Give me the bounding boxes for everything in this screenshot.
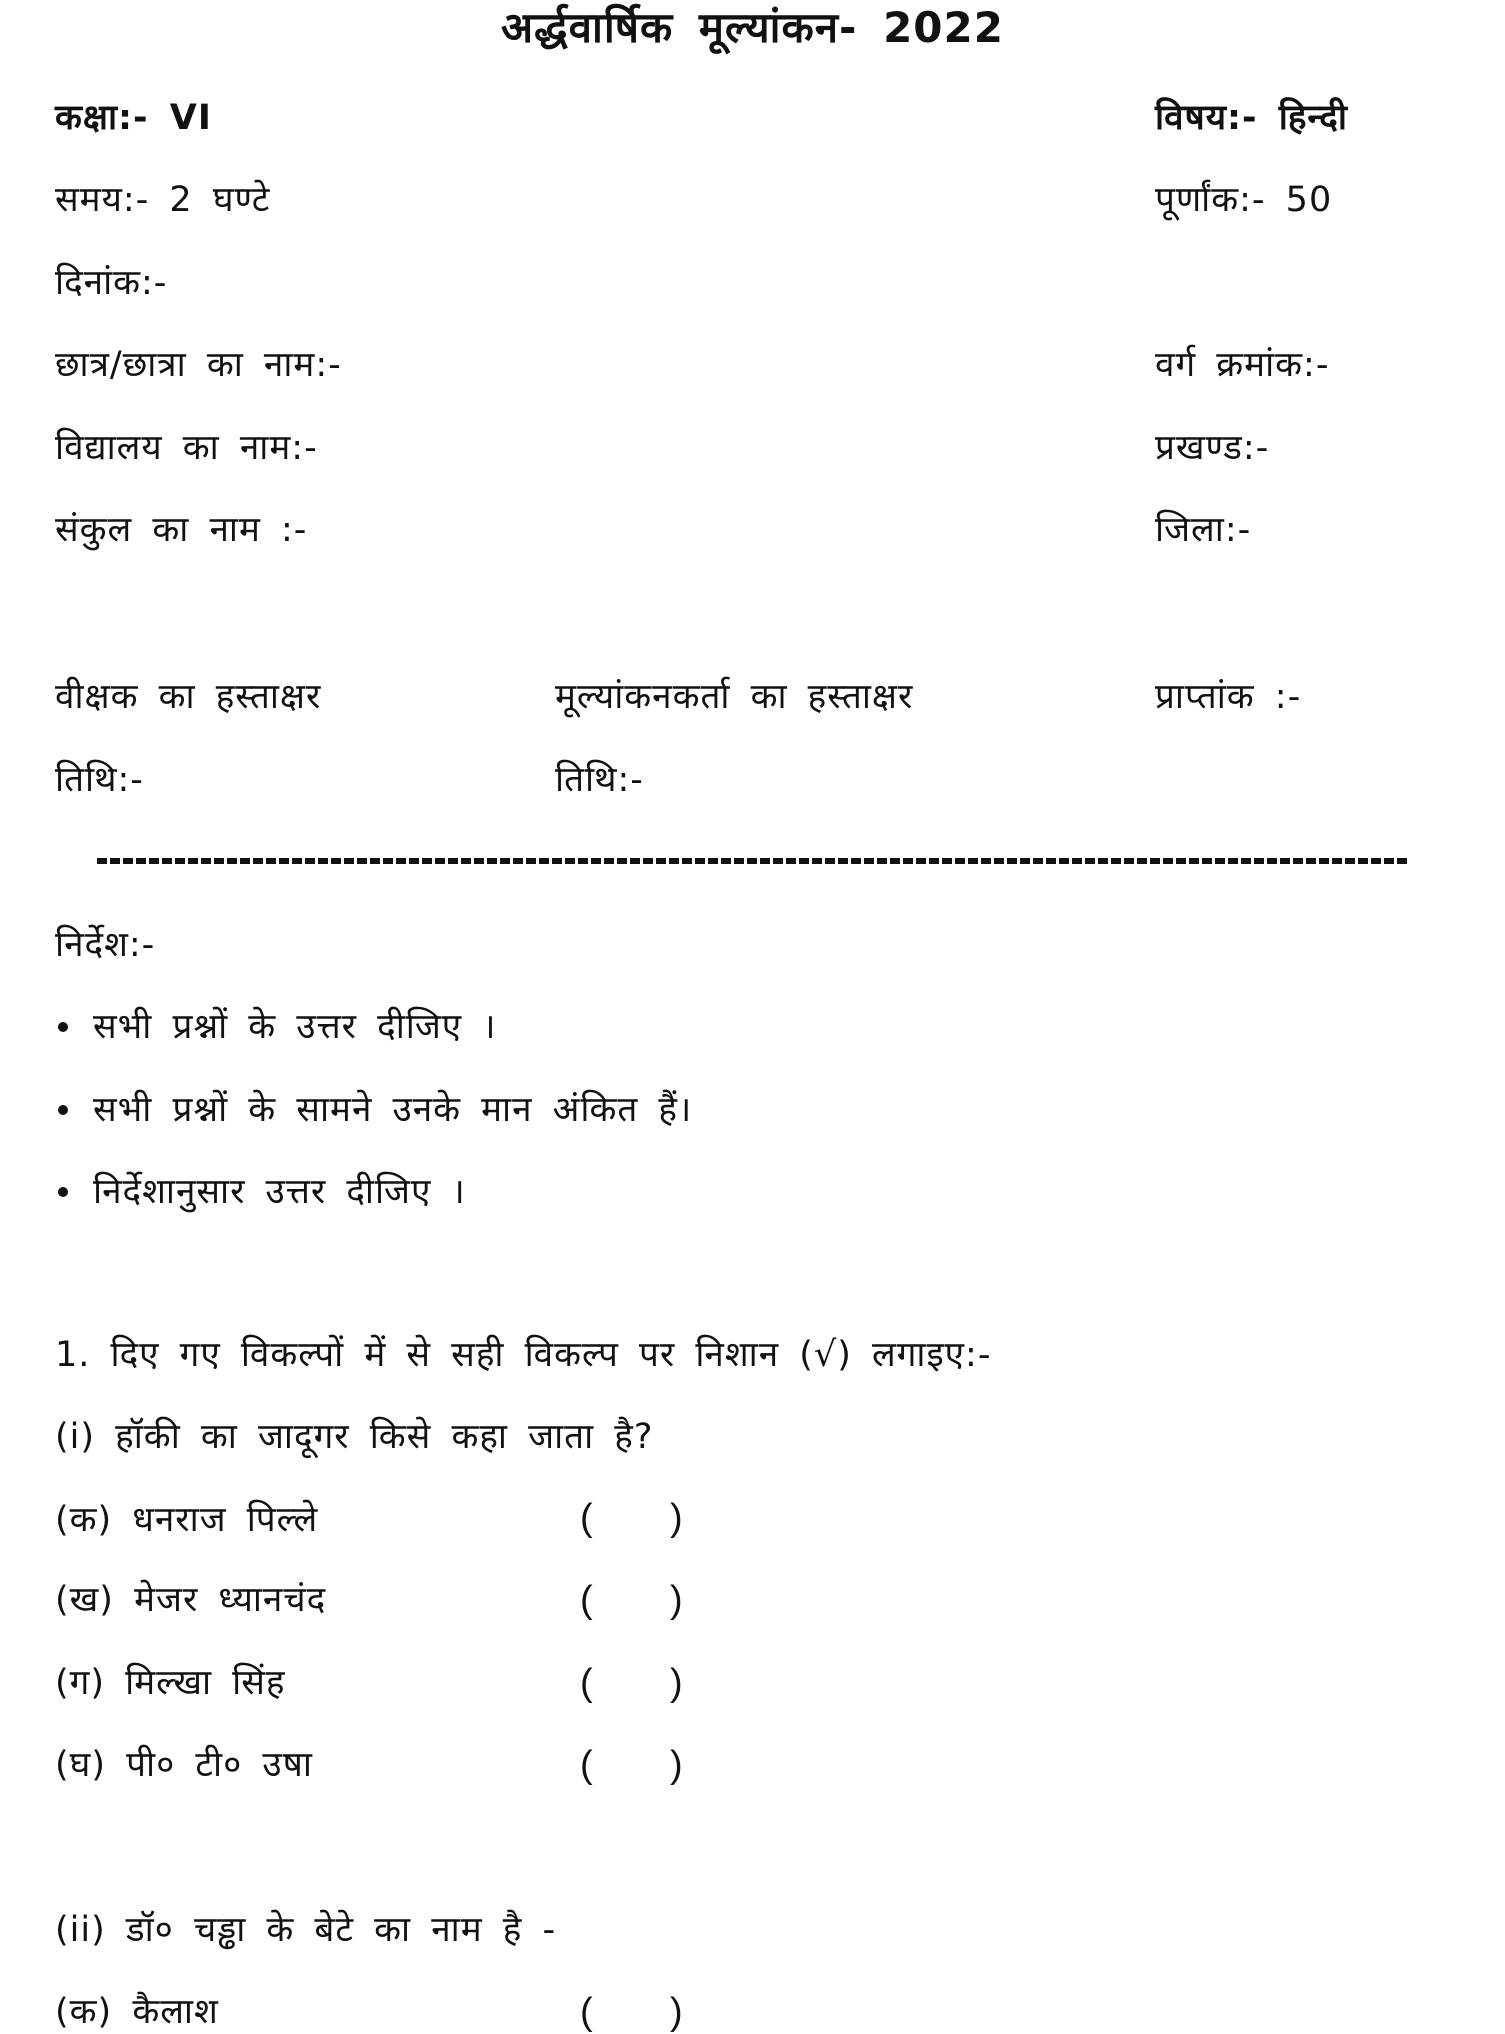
block-field: प्रखण्ड:- [1155,428,1270,468]
bullet-icon [58,1187,68,1197]
date-field: दिनांक:- [55,263,168,303]
subject-label: विषय:- हिन्दी [1155,98,1348,138]
school-name-field: विद्यालय का नाम:- [55,428,318,468]
answer-box-open[interactable]: ( [580,1579,593,1621]
class-label: कक्षा:- VI [55,98,212,138]
answer-box-close[interactable]: ) [670,1991,683,2033]
answer-box-open[interactable]: ( [580,1662,593,1704]
time-label: समय:- 2 घण्टे [55,180,271,220]
bullet-icon [58,1022,68,1032]
answer-box-open[interactable]: ( [580,1991,593,2033]
instruction-item: सभी प्रश्नों के सामने उनके मान अंकित हैं। [93,1090,693,1130]
marks-obtained-label: प्राप्तांक :- [1155,677,1302,717]
answer-box-close[interactable]: ) [670,1579,683,1621]
option-ga: (ग) मिल्खा सिंह [55,1663,286,1703]
instruction-item: निर्देशानुसार उत्तर दीजिए । [93,1172,466,1212]
instruction-item: सभी प्रश्नों के उत्तर दीजिए । [93,1007,497,1047]
option-ka: (क) धनराज पिल्ले [55,1500,319,1540]
option-kha: (ख) मेजर ध्यानचंद [55,1580,327,1620]
option-gha: (घ) पी० टी० उषा [55,1745,313,1785]
answer-box-close[interactable]: ) [670,1744,683,1786]
cluster-name-field: संकुल का नाम :- [55,510,308,550]
sub-question-ii: (ii) डॉ० चड्ढा के बेटे का नाम है - [55,1910,557,1950]
question-1-prompt: 1. दिए गए विकल्पों में से सही विकल्प पर निशान (√) लगाइए:- [55,1335,992,1375]
option-ka: (क) कैलाश [55,1992,219,2032]
answer-box-close[interactable]: ) [670,1662,683,1704]
sub-question-i: (i) हॉकी का जादूगर किसे कहा जाता है? [55,1417,654,1457]
district-field: जिला:- [1155,510,1252,550]
student-name-field: छात्र/छात्रा का नाम:- [55,345,342,385]
answer-box-close[interactable]: ) [670,1497,683,1539]
instructions-heading: निर्देश:- [55,925,156,965]
evaluator-signature-label: मूल्यांकनकर्ता का हस्ताक्षर [555,677,914,717]
answer-box-open[interactable]: ( [580,1744,593,1786]
dashed-separator [97,858,1407,864]
full-marks-label: पूर्णांक:- 50 [1155,180,1333,220]
evaluator-date-label: तिथि:- [555,760,644,800]
answer-box-open[interactable]: ( [580,1497,593,1539]
invigilator-date-label: तिथि:- [55,760,144,800]
invigilator-signature-label: वीक्षक का हस्ताक्षर [55,677,322,717]
bullet-icon [58,1105,68,1115]
page-title: अर्द्धवार्षिक मूल्यांकन- 2022 [501,3,1004,52]
roll-no-field: वर्ग क्रमांक:- [1155,345,1330,385]
